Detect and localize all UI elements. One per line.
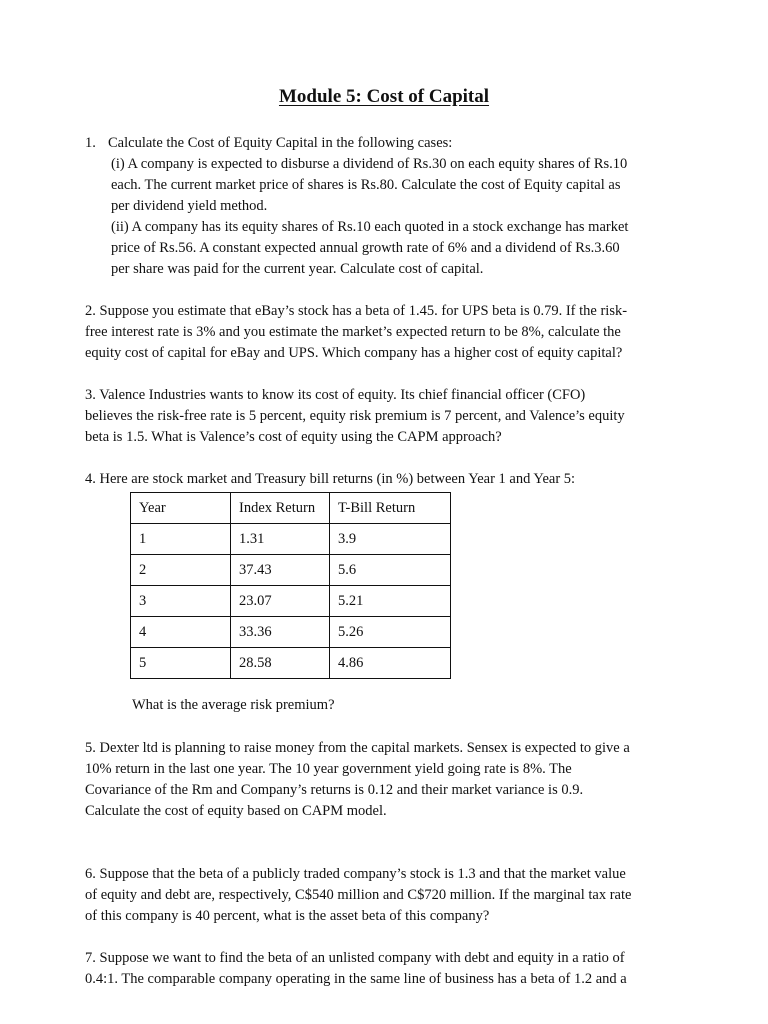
question-5 (85, 738, 675, 822)
question-6 (85, 864, 675, 927)
question-1-intro: Calculate the Cost of Equity Capital in the following cases: (108, 135, 453, 151)
question-6-line: of equity and debt are, respectively, C$540 million and C$720 million. If the marginal tax rate (85, 887, 632, 903)
question-2-line: 2. Suppose you estimate that eBay’s stock has a beta of 1.45. for UPS beta is 0.79. If the risk- (85, 303, 628, 319)
question-4 (85, 469, 675, 490)
table-cell: 4.86 (330, 648, 451, 679)
question-4-prompt: What is the average risk premium? (132, 697, 335, 713)
table-cell: 5.6 (330, 555, 451, 586)
question-5-line: Covariance of the Rm and Company’s returns is 0.12 and their market variance is 0.9. (85, 782, 584, 798)
question-7 (85, 948, 675, 990)
table-header-row (131, 493, 451, 524)
question-1-line: per dividend yield method. (111, 198, 268, 214)
table-row (131, 555, 451, 586)
question-3-line: believes the risk-free rate is 5 percent, equity risk premium is 7 percent, and Valence’s equity (85, 408, 625, 424)
table-cell: 3 (131, 586, 231, 617)
question-2-line: equity cost of capital for eBay and UPS. Which company has a higher cost of equity capital? (85, 345, 623, 361)
question-5-line: 10% return in the last one year. The 10 year government yield going rate is 8%. The (85, 761, 572, 777)
table-cell: 37.43 (231, 555, 330, 586)
table-cell: 2 (131, 555, 231, 586)
question-3 (85, 385, 675, 448)
table-cell: 5 (131, 648, 231, 679)
question-1-line: per share was paid for the current year. Calculate cost of capital. (111, 261, 484, 277)
table-header-tbill-return: T-Bill Return (330, 493, 451, 524)
question-1 (85, 133, 675, 280)
table-row (131, 586, 451, 617)
table-cell: 5.21 (330, 586, 451, 617)
returns-table (130, 492, 451, 679)
table-row (131, 648, 451, 679)
table-cell: 33.36 (231, 617, 330, 648)
table-cell: 5.26 (330, 617, 451, 648)
table-cell: 28.58 (231, 648, 330, 679)
question-7-line: 0.4:1. The comparable company operating in the same line of business has a beta of 1.2 and a (85, 971, 627, 987)
question-6-line: 6. Suppose that the beta of a publicly traded company’s stock is 1.3 and that the market value (85, 866, 626, 882)
table-header-year: Year (131, 493, 231, 524)
question-1-line: (ii) A company has its equity shares of Rs.10 each quoted in a stock exchange has market (111, 219, 629, 235)
table-cell: 1 (131, 524, 231, 555)
question-5-line: 5. Dexter ltd is planning to raise money from the capital markets. Sensex is expected to give a (85, 740, 630, 756)
question-1-line: (i) A company is expected to disburse a dividend of Rs.30 on each equity shares of Rs.10 (111, 156, 628, 172)
table-header-index-return: Index Return (231, 493, 330, 524)
question-4-intro: 4. Here are stock market and Treasury bill returns (in %) between Year 1 and Year 5: (85, 471, 576, 487)
table-row (131, 524, 451, 555)
question-3-line: 3. Valence Industries wants to know its cost of equity. Its chief financial officer (CFO) (85, 387, 586, 403)
table-cell: 23.07 (231, 586, 330, 617)
table-cell: 3.9 (330, 524, 451, 555)
table-cell: 4 (131, 617, 231, 648)
table-row (131, 617, 451, 648)
question-3-line: beta is 1.5. What is Valence’s cost of equity using the CAPM approach? (85, 429, 502, 445)
question-1-number: 1. (85, 135, 96, 151)
question-6-line: of this company is 40 percent, what is the asset beta of this company? (85, 908, 490, 924)
table-cell: 1.31 (231, 524, 330, 555)
page-title: Module 5: Cost of Capital (278, 86, 490, 107)
question-2-line: free interest rate is 3% and you estimate the market’s expected return to be 8%, calculate the (85, 324, 621, 340)
question-2 (85, 301, 675, 364)
question-1-line: price of Rs.56. A constant expected annual growth rate of 6% and a dividend of Rs.3.60 (111, 240, 620, 256)
question-5-line: Calculate the cost of equity based on CAPM model. (85, 803, 387, 819)
question-1-line: each. The current market price of shares is Rs.80. Calculate the cost of Equity capital as (111, 177, 621, 193)
question-7-line: 7. Suppose we want to find the beta of an unlisted company with debt and equity in a ratio of (85, 950, 625, 966)
